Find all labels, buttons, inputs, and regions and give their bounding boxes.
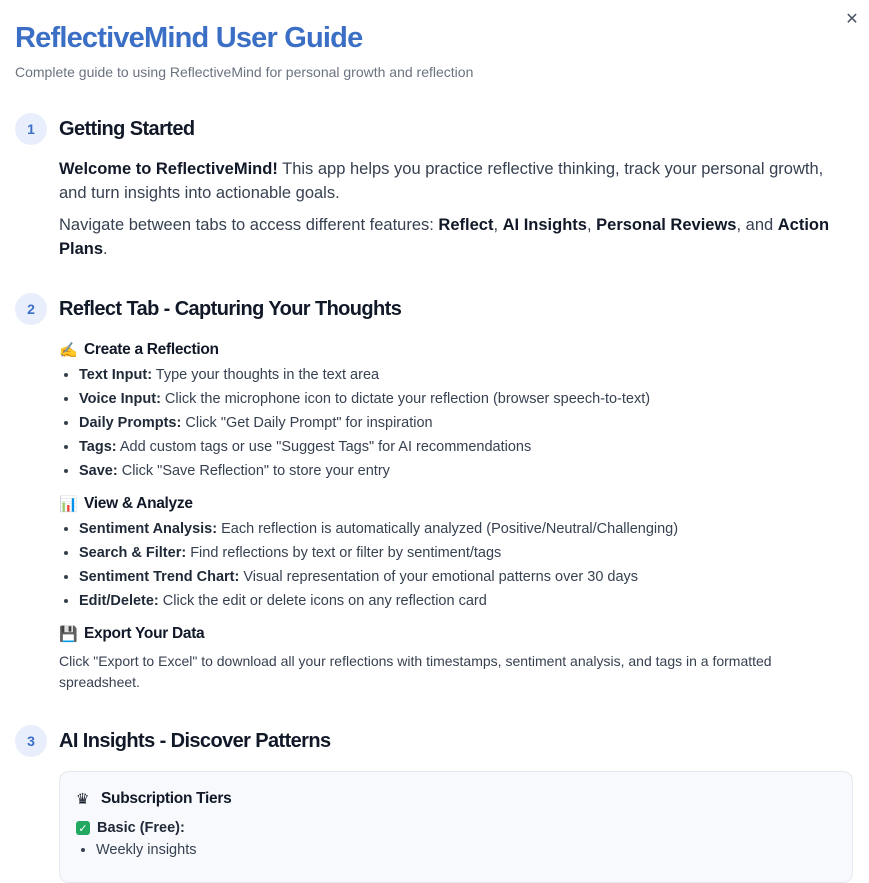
section-reflect-tab: [15, 293, 853, 693]
section-number-badge: 3: [15, 725, 47, 757]
list-item: [79, 517, 853, 541]
list-item: [79, 541, 853, 565]
crown-icon: ♛: [76, 791, 90, 808]
section-title: AI Insights - Discover Patterns: [59, 729, 331, 752]
subsection-title: Subscription Tiers: [101, 790, 232, 807]
nav-text: Navigate between tabs to access different features:: [59, 216, 439, 234]
export-data-heading: [59, 623, 853, 645]
tab-name-personal-reviews: Personal Reviews: [596, 216, 737, 234]
welcome-paragraph: [59, 157, 853, 205]
tier-name: Basic (Free):: [97, 820, 185, 836]
list-item: • Weekly insights: [96, 838, 836, 862]
welcome-bold: Welcome to ReflectiveMind!: [59, 160, 278, 178]
list-item: [79, 411, 853, 435]
item-text: Type your thoughts in the text area: [152, 367, 380, 383]
item-text: Find reflections by text or filter by sentiment/tags: [186, 545, 502, 561]
item-text: Click the edit or delete icons on any reflection card: [158, 593, 487, 609]
tab-name-reflect: Reflect: [438, 216, 494, 234]
subsection-title: Create a Reflection: [84, 341, 219, 358]
list-item: [79, 363, 853, 387]
item-text: Each reflection is automatically analyzed (Positive/Neutral/Challenging): [217, 521, 679, 537]
item-text: Visual representation of your emotional patterns over 30 days: [239, 569, 639, 585]
item-label: Daily Prompts:: [79, 415, 182, 431]
item-text: Add custom tags or use "Suggest Tags" for AI recommendations: [116, 439, 532, 455]
basic-tier-label: [76, 820, 836, 836]
list-item: [79, 589, 853, 613]
subscription-tiers-heading: [76, 790, 836, 808]
separator: ,: [586, 216, 597, 234]
section-ai-insights: [15, 725, 853, 883]
floppy-disk-icon: 💾: [59, 626, 78, 643]
create-reflection-heading: [59, 339, 853, 361]
item-label: Sentiment Trend Chart:: [79, 569, 240, 585]
basic-tier-features: [76, 838, 836, 862]
section-number-badge: 2: [15, 293, 47, 325]
section-number-badge: 1: [15, 113, 47, 145]
tab-name-action-plans: Action Plans: [59, 216, 830, 258]
welcome-text: This app helps you practice reflective thinking, track your personal growth, and turn insights into actionable goals.: [59, 160, 824, 202]
item-text: Click "Get Daily Prompt" for inspiration: [181, 415, 433, 431]
section-getting-started: [15, 113, 853, 261]
item-text: Click the microphone icon to dictate your reflection (browser speech-to-text): [160, 391, 651, 407]
export-description: Click "Export to Excel" to download all your reflections with timestamps, sentiment analysis, and tags in a formatted spreadsheet.: [59, 653, 772, 690]
create-reflection-list: [59, 363, 853, 483]
item-label: Text Input:: [79, 367, 153, 383]
subscription-tiers-card: [59, 771, 853, 883]
separator: ,: [493, 216, 503, 234]
list-item: [79, 387, 853, 411]
page-title: ReflectiveMind User Guide: [15, 22, 363, 54]
item-text: Click "Save Reflection" to store your entry: [117, 463, 390, 479]
tab-name-ai-insights: AI Insights: [502, 216, 587, 234]
navigation-paragraph: [59, 213, 853, 261]
item-label: Search & Filter:: [79, 545, 187, 561]
view-analyze-heading: [59, 493, 853, 515]
item-label: Sentiment Analysis:: [79, 521, 218, 537]
page-subtitle: Complete guide to using ReflectiveMind for personal growth and reflection: [15, 64, 474, 80]
subsection-title: View & Analyze: [84, 495, 193, 512]
close-icon[interactable]: ✕: [845, 11, 859, 28]
list-item: [79, 435, 853, 459]
bar-chart-icon: 📊: [59, 496, 78, 513]
view-analyze-list: [59, 517, 853, 613]
separator: , and: [736, 216, 778, 234]
item-label: Save:: [79, 463, 118, 479]
section-title: Getting Started: [59, 117, 195, 140]
guide-header: [0, 0, 869, 82]
item-label: Edit/Delete:: [79, 593, 159, 609]
list-item: [79, 459, 853, 483]
separator: .: [103, 240, 108, 258]
subsection-title: Export Your Data: [84, 625, 205, 642]
item-label: Tags:: [79, 439, 117, 455]
writing-hand-icon: ✍️: [59, 342, 78, 359]
list-item: [79, 565, 853, 589]
check-mark-icon: ✓: [76, 821, 90, 835]
section-title: Reflect Tab - Capturing Your Thoughts: [59, 297, 402, 320]
item-label: Voice Input:: [79, 391, 161, 407]
